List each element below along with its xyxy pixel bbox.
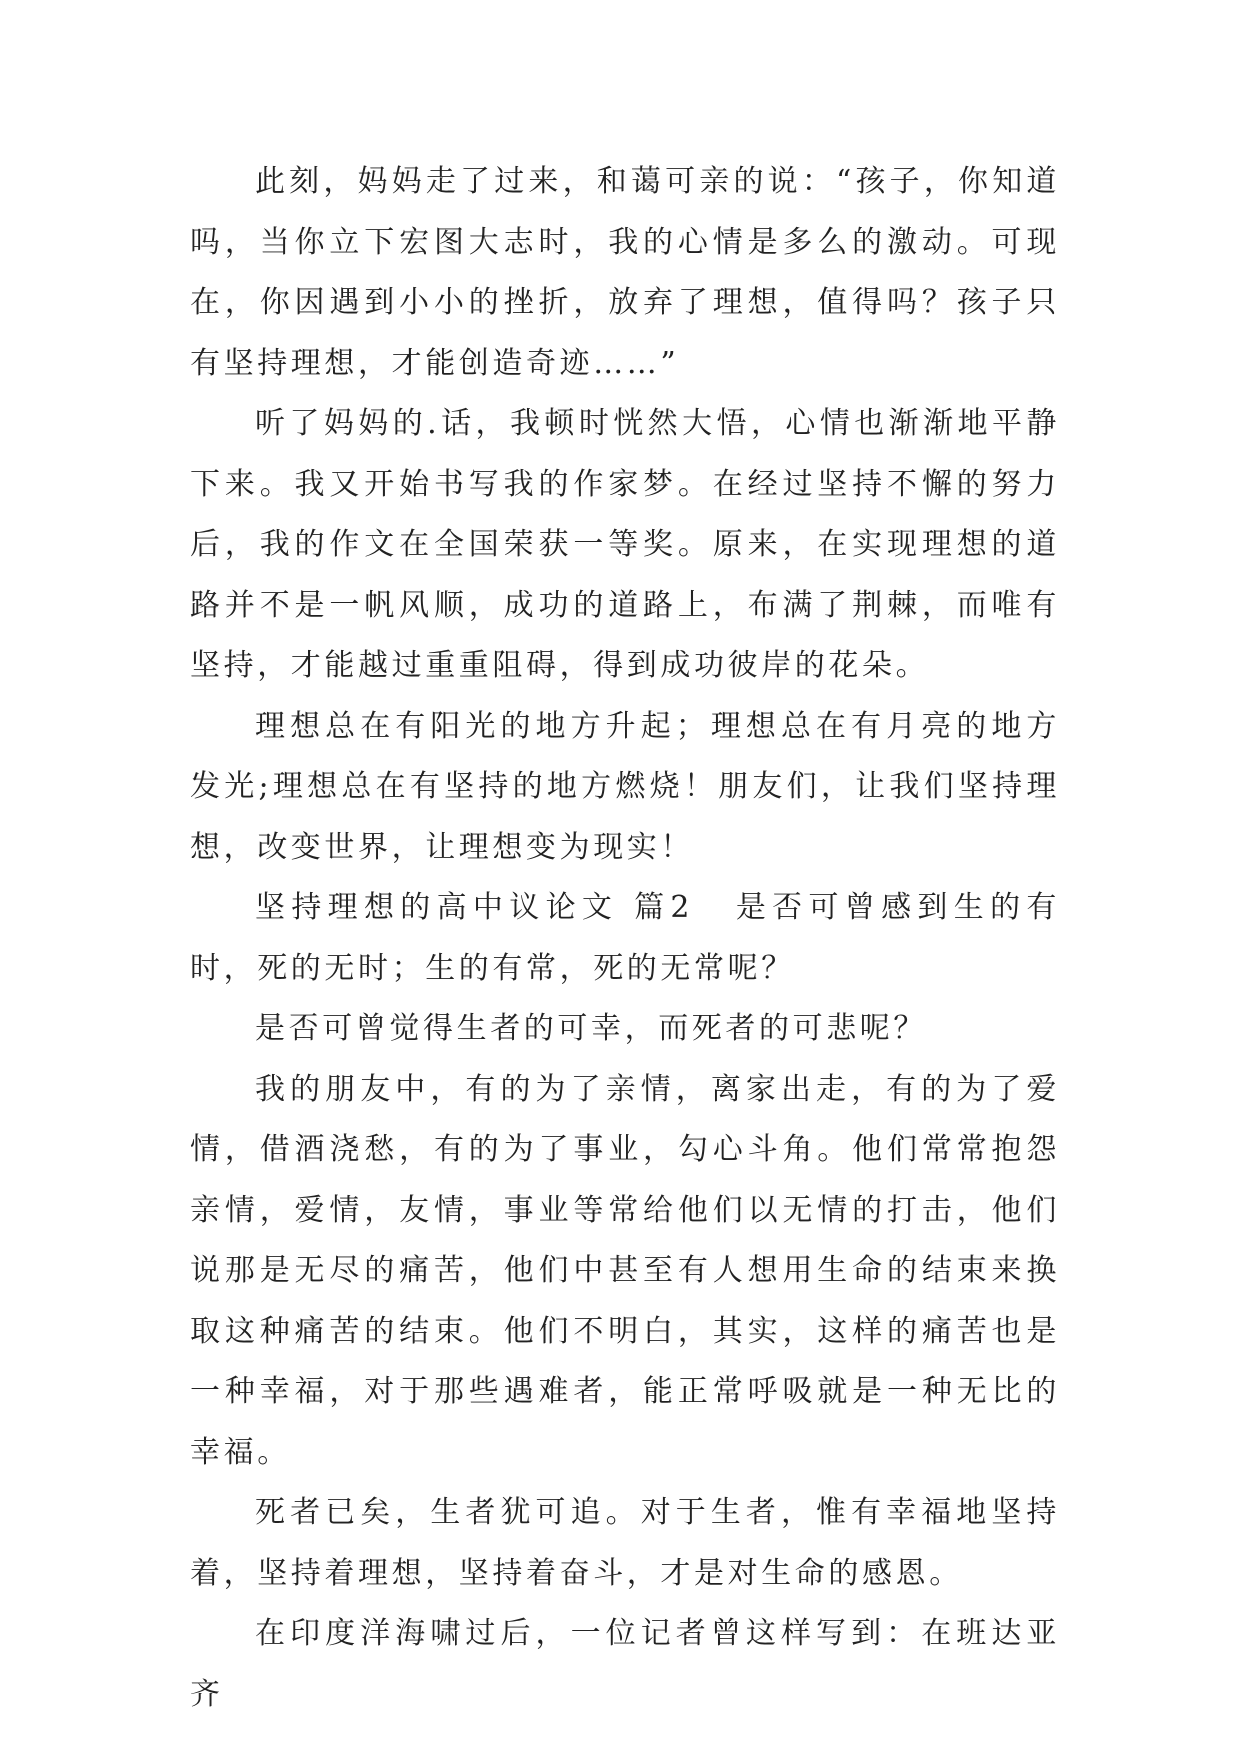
paragraph-the-living: 死者已矣，生者犹可追。对于生者，惟有幸福地坚持着，坚持着理想，坚持着奋斗，才是对生命的感恩。 bbox=[190, 1495, 1060, 1591]
paragraph-section-2-start bbox=[190, 878, 1060, 999]
section-heading: 坚持理想的高中议论文 篇2 bbox=[255, 890, 694, 925]
paragraph-friends: 我的朋友中，有的为了亲情，离家出走，有的为了爱情，借酒浇愁，有的为了事业，勾心斗角。他们常常抱怨亲情，爱情，友情，事业等常给他们以无情的打击，他们说那是无尽的痛苦，他们中甚至有人想用生命的结束来换取这种痛苦的结束。他们不明白，其实，这样的痛苦也是一种幸福，对于那些遇难者，能正常呼吸就是一种无比的幸福。 bbox=[190, 1071, 1060, 1470]
paragraph-ideal-conclusion: 理想总在有阳光的地方升起；理想总在有月亮的地方发光;理想总在有坚持的地方燃烧！朋友们，让我们坚持理想，改变世界，让理想变为现实！ bbox=[190, 708, 1060, 865]
paragraph-mother-speech: 此刻，妈妈走了过来，和蔼可亲的说：“孩子，你知道吗，当你立下宏图大志时，我的心情是多么的激动。可现在，你因遇到小小的挫折，放弃了理想，值得吗？孩子只有坚持理想，才能创造奇迹……” bbox=[190, 164, 1060, 381]
section-first-paragraph: 是否可曾感到生的有时，死的无时；生的有常，死的无常呢？ bbox=[190, 890, 1060, 986]
paragraph-realization: 听了妈妈的.话，我顿时恍然大悟，心情也渐渐地平静下来。我又开始书写我的作家梦。在经过坚持不懈的努力后，我的作文在全国荣获一等奖。原来，在实现理想的道路并不是一帆风顺，成功的道路上，布满了荆棘，而唯有坚持，才能越过重重阻碍，得到成功彼岸的花朵。 bbox=[190, 406, 1060, 683]
document-body bbox=[190, 152, 1060, 1725]
paragraph-question: 是否可曾觉得生者的可幸，而死者的可悲呢？ bbox=[255, 1011, 927, 1046]
paragraph-tsunami: 在印度洋海啸过后，一位记者曾这样写到：在班达亚齐 bbox=[190, 1616, 1060, 1712]
